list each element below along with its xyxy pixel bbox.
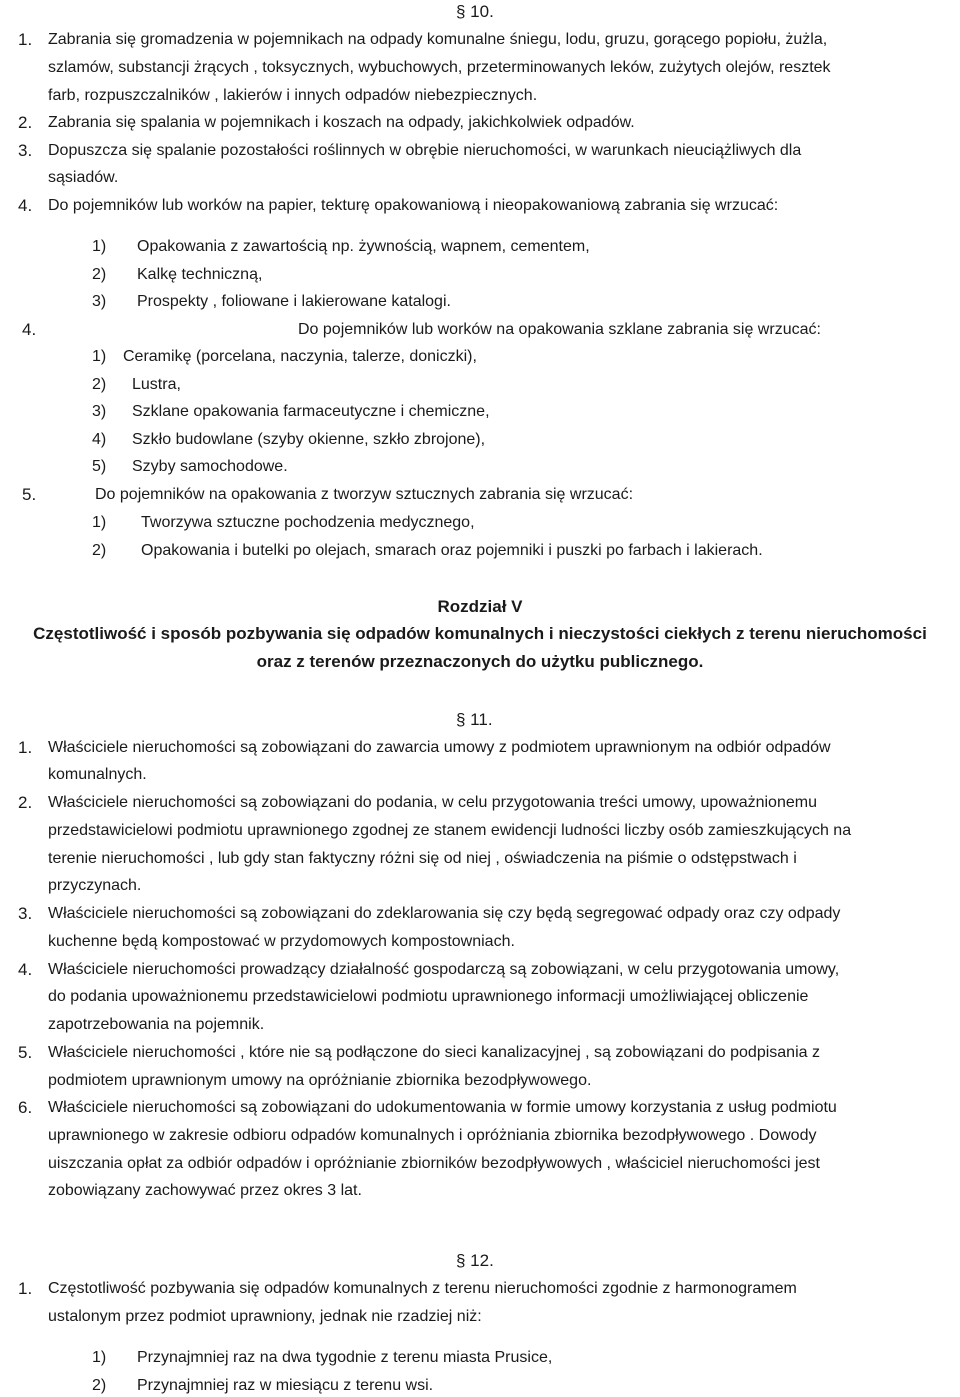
s11-item-3-line-2: kuchenne będą kompostować w przydomowych kompostowniach. — [48, 933, 515, 950]
s10-item-1-line-1: Zabrania się gromadzenia w pojemnikach na odpady komunalne śniegu, lodu, gruzu, gorącego popiołu, żużla, — [48, 31, 828, 48]
s11-item-1-line-2: komunalnych. — [48, 766, 147, 783]
s10-item-4-line-1: Do pojemników lub worków na papier, tekturę opakowaniową i nieopakowaniową zabrania się wrzucać: — [48, 197, 779, 214]
s10-item-5-sub-1-number: 1) — [92, 514, 107, 531]
s10-item-4-number: 4. — [18, 196, 33, 215]
s10-item-1-line-2: szlamów, substancji żrących , toksycznych, wybuchowych, przeterminowanych leków, zużytych olejów, resztek — [48, 59, 831, 76]
s10-item-4-sub-2-text: Kalkę techniczną, — [137, 266, 263, 283]
s10-item-4-sub-1-text: Opakowania z zawartością np. żywnością, wapnem, cementem, — [137, 238, 590, 255]
s11-item-6-line-2: uprawnionego w zakresie odbioru odpadów komunalnych i opróżniania zbiornika bezodpływowego . Dowody — [48, 1127, 817, 1144]
s11-item-2-line-1: Właściciele nieruchomości są zobowiązani do podania, w celu przygotowania treści umowy, upoważnionemu — [48, 794, 817, 811]
s10-item-3-line-1: Dopuszcza się spalanie pozostałości roślinnych w obrębie nieruchomości, w warunkach nieuciążliwych dla — [48, 142, 802, 159]
s10-item-4-sub-1-number: 1) — [92, 238, 107, 255]
s12-item-1-line-1: Częstotliwość pozbywania się odpadów komunalnych z terenu nieruchomości zgodnie z harmonogramem — [48, 1280, 797, 1297]
s10-item-4b-sub-3-text: Szklane opakowania farmaceutyczne i chemiczne, — [132, 403, 490, 420]
s10-item-5-number: 5. — [22, 485, 37, 504]
chapter-subtitle-line-1: Częstotliwość i sposób pozbywania się odpadów komunalnych i nieczystości ciekłych z terenu nieruchomości — [33, 624, 927, 643]
s12-item-1-sub-2-number: 2) — [92, 1377, 107, 1394]
s10-item-4b-sub-3-number: 3) — [92, 403, 107, 420]
s10-item-4b-sub-5-text: Szyby samochodowe. — [132, 458, 288, 475]
s11-item-1-line-1: Właściciele nieruchomości są zobowiązani do zawarcia umowy z podmiotem uprawnionym na odbiór odpadów — [48, 739, 831, 756]
s11-item-2-line-2: przedstawicielowi podmiotu uprawnionego zgodnej ze stanem ewidencji ludności liczby osób zamieszkujących na — [48, 822, 852, 839]
chapter-title: Rozdział V — [437, 597, 523, 616]
s10-item-4-sub-2-number: 2) — [92, 266, 107, 283]
s11-item-4-number: 4. — [18, 960, 33, 979]
s10-item-4b-sub-4-number: 4) — [92, 431, 107, 448]
s12-item-1-line-2: ustalonym przez podmiot uprawniony, jednak nie rzadziej niż: — [48, 1308, 482, 1325]
s11-item-4-line-1: Właściciele nieruchomości prowadzący działalność gospodarczą są zobowiązani, w celu przygotowania umowy, — [48, 961, 840, 978]
s10-item-2-line-1: Zabrania się spalania w pojemnikach i koszach na odpady, jakichkolwiek odpadów. — [48, 114, 635, 131]
s11-item-5-line-1: Właściciele nieruchomości , które nie są podłączone do sieci kanalizacyjnej , są zobowiązani do podpisania z — [48, 1044, 820, 1061]
s12-item-1-sub-1-number: 1) — [92, 1349, 107, 1366]
s10-item-4b-sub-2-number: 2) — [92, 376, 107, 393]
s11-item-1-number: 1. — [18, 738, 33, 757]
s11-item-3-line-1: Właściciele nieruchomości są zobowiązani do zdeklarowania się czy będą segregować odpady oraz czy odpady — [48, 905, 841, 922]
s10-item-5-sub-2-text: Opakowania i butelki po olejach, smarach oraz pojemniki i puszki po farbach i lakierach. — [141, 542, 763, 559]
s11-item-5-number: 5. — [18, 1043, 33, 1062]
s12-item-1-number: 1. — [18, 1279, 33, 1298]
s10-item-2-number: 2. — [18, 113, 33, 132]
s12-item-1-sub-1-text: Przynajmniej raz na dwa tygodnie z terenu miasta Prusice, — [137, 1349, 553, 1366]
section-12-heading: § 12. — [456, 1251, 494, 1270]
s10-item-1-number: 1. — [18, 30, 33, 49]
s10-item-4b-sub-1-number: 1) — [92, 348, 107, 365]
chapter-subtitle-line-2: oraz z terenów przeznaczonych do użytku publicznego. — [256, 652, 704, 671]
s10-item-4b-sub-1-text: Ceramikę (porcelana, naczynia, talerze, doniczki), — [123, 348, 477, 365]
s11-item-6-line-3: uiszczania opłat za odbiór odpadów i opróżnianie zbiorników bezodpływowych , właściciel nieruchomości jest — [48, 1155, 820, 1172]
s10-item-5-sub-2-number: 2) — [92, 542, 107, 559]
s10-item-3-number: 3. — [18, 141, 33, 160]
s11-item-3-number: 3. — [18, 904, 33, 923]
s12-item-1-sub-2-text: Przynajmniej raz w miesiącu z terenu wsi. — [137, 1377, 434, 1394]
section-10-heading: § 10. — [456, 2, 494, 21]
s10-item-4b-line-1: Do pojemników lub worków na opakowania szklane zabrania się wrzucać: — [298, 321, 821, 338]
s10-item-5-line-1: Do pojemników na opakowania z tworzyw sztucznych zabrania się wrzucać: — [95, 486, 634, 503]
s10-item-3-line-2: sąsiadów. — [48, 169, 119, 186]
s10-item-5-sub-1-text: Tworzywa sztuczne pochodzenia medycznego, — [141, 514, 475, 531]
s11-item-2-number: 2. — [18, 793, 33, 812]
s11-item-2-line-4: przyczynach. — [48, 877, 142, 894]
s10-item-4b-sub-4-text: Szkło budowlane (szyby okienne, szkło zbrojone), — [132, 431, 486, 448]
s11-item-4-line-3: zapotrzebowania na pojemnik. — [48, 1016, 265, 1033]
s10-item-4b-sub-2-text: Lustra, — [132, 376, 181, 393]
s11-item-6-line-1: Właściciele nieruchomości są zobowiązani do udokumentowania w formie umowy korzystania z usług podmiotu — [48, 1099, 837, 1116]
s10-item-4b-number: 4. — [22, 320, 37, 339]
s11-item-4-line-2: do podania upoważnionemu przedstawicielowi podmiotu uprawnionego informacji umożliwiającej obliczenie — [48, 988, 809, 1005]
s10-item-1-line-3: farb, rozpuszczalników , lakierów i innych odpadów niebezpiecznych. — [48, 87, 538, 104]
s10-item-4-sub-3-text: Prospekty , foliowane i lakierowane katalogi. — [137, 293, 451, 310]
section-11-heading: § 11. — [456, 710, 493, 729]
s11-item-5-line-2: podmiotem uprawnionym umowy na opróżnianie zbiornika bezodpływowego. — [48, 1072, 592, 1089]
s11-item-6-line-4: zobowiązany zachowywać przez okres 3 lat. — [48, 1182, 362, 1199]
s11-item-2-line-3: terenie nieruchomości , lub gdy stan faktyczny różni się od niej , oświadczenia na piśmie o odstępstwach i — [48, 850, 797, 867]
s10-item-4-sub-3-number: 3) — [92, 293, 107, 310]
s10-item-4b-sub-5-number: 5) — [92, 458, 107, 475]
s11-item-6-number: 6. — [18, 1098, 33, 1117]
